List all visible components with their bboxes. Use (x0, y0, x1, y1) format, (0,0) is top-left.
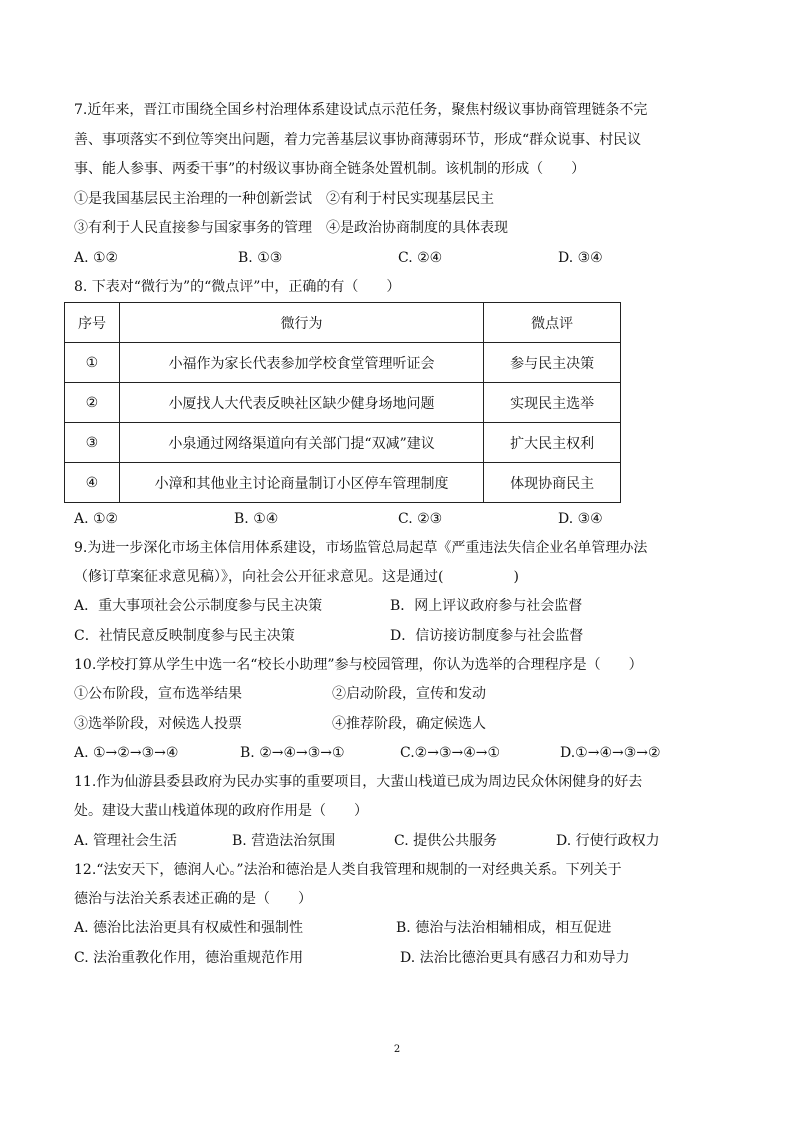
q8-stem: 8. 下表对“微行为”的“微点评”中，正确的有（ ） (74, 279, 401, 295)
q9-option-a[interactable]: A．重大事项社会公示制度参与民主决策 (74, 598, 323, 614)
q9-option-c[interactable]: C．社情民意反映制度参与民主决策 (74, 628, 295, 644)
q10-step-2: ②启动阶段，宣传和发动 (332, 686, 486, 702)
page-number: 2 (393, 1044, 401, 1055)
q8-table (64, 302, 621, 503)
q11-option-b[interactable]: B. 营造法治氛围 (232, 833, 336, 849)
q7-option-a[interactable]: A. ①② (74, 250, 119, 266)
q10-step-3: ③选举阶段，对候选人投票 (74, 716, 242, 732)
q9-line-1: 9.为进一步深化市场主体信用体系建设，市场监管总局起草《严重违法失信企业名单管理办法 (74, 540, 648, 556)
table-row (65, 423, 621, 463)
q7-line-3: 事、能人参事、两委干事”的村级议事协商全链条处置机制。该机制的形成（ ） (74, 161, 586, 177)
table-header-row (65, 303, 621, 343)
q12-option-d[interactable]: D. 法治比德治更具有感召力和劝导力 (400, 950, 630, 966)
q11-option-d[interactable]: D. 行使行政权力 (556, 833, 660, 849)
row-comment: 扩大民主权利 (484, 423, 621, 463)
row-behavior: 小厦找人大代表反映社区缺少健身场地问题 (119, 383, 483, 423)
q8-option-a[interactable]: A. ①② (74, 511, 119, 527)
q7-option-b[interactable]: B. ①③ (238, 250, 283, 266)
q7-statement-1: ①是我国基层民主治理的一种创新尝试 ②有利于村民实现基层民主 (74, 191, 494, 207)
q7-line-1: 7.近年来，晋江市围绕全国乡村治理体系建设试点示范任务，聚焦村级议事协商管理链条不完 (74, 102, 648, 118)
q7-option-d[interactable]: D. ③④ (558, 250, 603, 266)
q10-option-c[interactable]: C.②→③→④→① (400, 745, 501, 761)
table-row (65, 343, 621, 383)
q10-option-a[interactable]: A. ①→②→③→④ (74, 745, 179, 761)
row-index: ② (65, 383, 120, 423)
q8-option-b[interactable]: B. ①④ (234, 511, 279, 527)
q10-step-1: ①公布阶段，宣布选举结果 (74, 686, 242, 702)
q10-option-d[interactable]: D.①→④→③→② (560, 745, 661, 761)
q9-option-d[interactable]: D．信访接访制度参与社会监督 (390, 628, 584, 644)
q11-line-1: 11.作为仙游县委县政府为民办实事的重要项目，大蜚山栈道已成为周边民众休闲健身的好去 (74, 774, 643, 790)
q12-line-1: 12.“法安天下，德润人心。”法治和德治是人类自我管理和规制的一对经典关系。下列关于 (74, 862, 622, 878)
q9-line-2: （修订草案征求意见稿）》，向社会公开征求意见。这是通过( ) (74, 569, 519, 585)
table-row (65, 463, 621, 503)
q12-option-c[interactable]: C. 法治重教化作用，德治重规范作用 (74, 950, 304, 966)
header-index: 序号 (65, 303, 120, 343)
header-behavior: 微行为 (119, 303, 483, 343)
q12-option-b[interactable]: B. 德治与法治相辅相成，相互促进 (396, 920, 612, 936)
q7-option-c[interactable]: C. ②④ (398, 250, 443, 266)
q10-stem: 10.学校打算从学生中选一名“校长小助理”参与校园管理，你认为选举的合理程序是（ ） (74, 657, 643, 673)
row-index: ① (65, 343, 120, 383)
q10-option-b[interactable]: B. ②→④→③→① (240, 745, 345, 761)
table-row (65, 383, 621, 423)
row-comment: 实现民主选举 (484, 383, 621, 423)
row-comment: 体现协商民主 (484, 463, 621, 503)
row-comment: 参与民主决策 (484, 343, 621, 383)
q9-option-b[interactable]: B．网上评议政府参与社会监督 (390, 598, 583, 614)
q11-line-2: 处。建设大蜚山栈道体现的政府作用是（ ） (74, 803, 368, 819)
q11-option-c[interactable]: C. 提供公共服务 (394, 833, 498, 849)
q7-line-2: 善、事项落实不到位等突出问题，着力完善基层议事协商薄弱环节，形成“群众说事、村民议 (74, 132, 642, 148)
row-index: ④ (65, 463, 120, 503)
row-index: ③ (65, 423, 120, 463)
row-behavior: 小福作为家长代表参加学校食堂管理听证会 (119, 343, 483, 383)
q12-line-2: 德治与法治关系表述正确的是（ ） (74, 891, 312, 907)
row-behavior: 小泉通过网络渠道向有关部门提“双减”建议 (119, 423, 483, 463)
q10-step-4: ④推荐阶段，确定候选人 (332, 716, 486, 732)
q12-option-a[interactable]: A. 德治比法治更具有权威性和强制性 (74, 920, 304, 936)
q8-option-c[interactable]: C. ②③ (398, 511, 443, 527)
header-comment: 微点评 (484, 303, 621, 343)
q11-option-a[interactable]: A. 管理社会生活 (74, 833, 178, 849)
q8-option-d[interactable]: D. ③④ (558, 511, 603, 527)
q7-statement-2: ③有利于人民直接参与国家事务的管理 ④是政治协商制度的具体表现 (74, 220, 508, 236)
row-behavior: 小漳和其他业主讨论商量制订小区停车管理制度 (119, 463, 483, 503)
